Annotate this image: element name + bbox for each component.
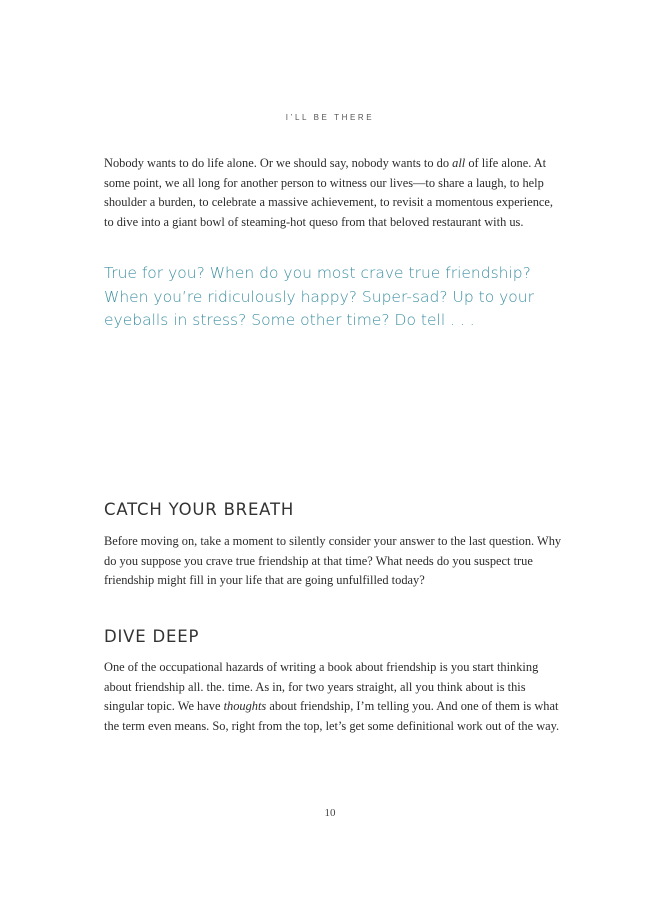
dive-deep-heading: DIVE DEEP [104, 627, 200, 646]
dive-deep-emphasis: thoughts [223, 699, 267, 714]
intro-text-2: of life alone. At some point, we all long for another person to witness our lives—to share a laugh, to help shoulder a burden, to celebrate a massive achievement, to revisit a momentous experience, to dive into a giant bowl of steaming-hot queso from that beloved restaurant with us. [104, 156, 553, 229]
page-number: 10 [324, 807, 336, 819]
reflection-prompt: True for you? When do you most crave true friendship? When you’re ridiculously happy? Super-sad? Up to your eyeballs in stress? Some other time? Do tell . . . [104, 264, 534, 329]
catch-your-breath-paragraph: Before moving on, take a moment to silently consider your answer to the last question. Why do you suppose you crave true friendship at that time? What needs do you suspect true friendship might fill in your life that are going unfulfilled today? [104, 534, 562, 588]
intro-text-1: Nobody wants to do life alone. Or we should say, nobody wants to do [104, 156, 453, 170]
dive-deep-paragraph [104, 658, 564, 736]
dive-deep-text-2: about friendship, I’m telling you. And one of them is what the term even means. So, right from the top, let’s get some definitional work out of the way. [104, 699, 560, 733]
catch-your-breath-heading: CATCH YOUR BREATH [104, 500, 295, 519]
running-head: I’LL BE THERE [285, 113, 375, 122]
dive-deep-text-1: One of the occupational hazards of writing a book about friendship is you start thinking about friendship all. the. time. As in, for two years straight, all you think about is this singular topic. We have [104, 660, 539, 714]
intro-paragraph [104, 154, 564, 232]
intro-emphasis: all [452, 156, 466, 170]
